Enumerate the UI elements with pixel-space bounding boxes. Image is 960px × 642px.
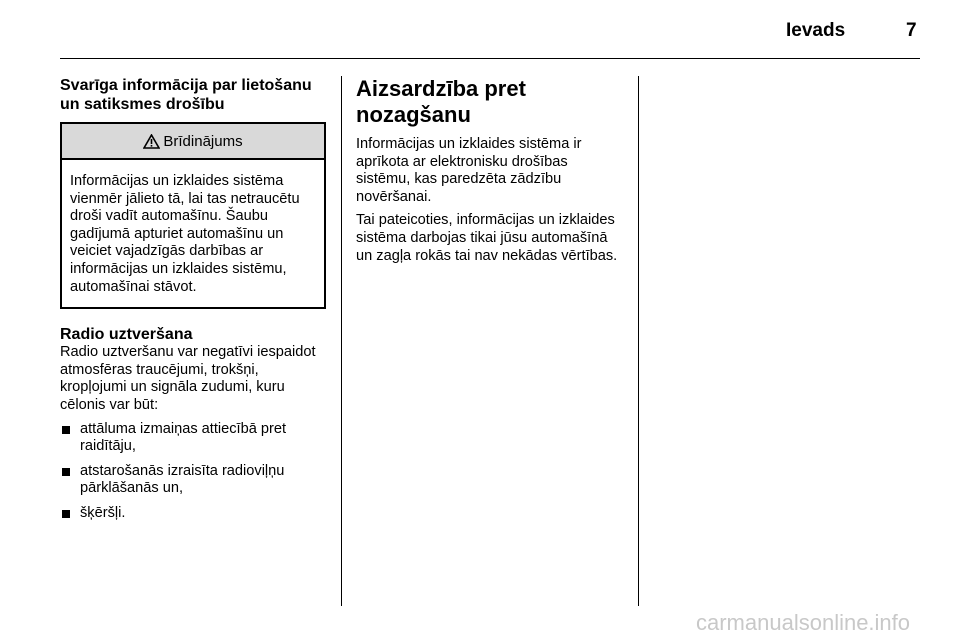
- section-title-radio: Radio uztveršana: [60, 326, 193, 344]
- section-title-theft-protection: Aizsardzība pret nozagšanu: [356, 76, 526, 127]
- list-item: šķēršļi.: [60, 505, 326, 523]
- bullet-square-icon: [62, 426, 70, 434]
- page-header-title: Ievads: [786, 20, 846, 41]
- list-item: atstarošanās izraisīta radioviļņu pārklāšanās un,: [60, 463, 326, 498]
- column-divider-left: [341, 76, 342, 606]
- theft-paragraph-2: Tai pateicoties, informācijas un izklaides sistēma darbojas tikai jūsu automašīnā un zagļa rokās tai nav nekādas vērtības.: [356, 212, 618, 264]
- warning-label: Brīdinājums: [163, 132, 243, 150]
- radio-paragraph: Radio uztveršanu var negatīvi iespaidot atmosfēras traucējumi, trokšņi, kropļojumi un signāla zudumi, kuru cēlonis var būt:: [60, 344, 316, 413]
- radio-bullet-list: [60, 421, 326, 523]
- warning-triangle-icon: [143, 134, 160, 149]
- warning-box: [60, 122, 326, 309]
- bullet-square-icon: [62, 468, 70, 476]
- middle-column: [356, 76, 620, 265]
- left-column: [60, 76, 326, 530]
- column-divider-right: [638, 76, 639, 606]
- warning-text: Informācijas un izklaides sistēma vienmēr jālieto tā, lai tas netraucētu droši vadīt automašīnu. Šaubu gadījumā apturiet automašīnu un veiciet vajadzīgās darbības ar informācijas un izklaides sistēmu, automašīnai stāvot.: [70, 173, 300, 295]
- page-number: 7: [906, 20, 917, 41]
- section-title-safety: Svarīga informācija par lietošanu un satiksmes drošību: [60, 77, 312, 113]
- header-divider: [60, 58, 920, 59]
- theft-paragraph-1: Informācijas un izklaides sistēma ir aprīkota ar elektronisku drošības sistēmu, kas paredzēta zādzību novēršanai.: [356, 136, 582, 205]
- warning-header: [62, 124, 324, 160]
- list-item: attāluma izmaiņas attiecībā pret raidītāju,: [60, 421, 326, 456]
- watermark: carmanualsonline.info: [696, 610, 911, 635]
- bullet-square-icon: [62, 510, 70, 518]
